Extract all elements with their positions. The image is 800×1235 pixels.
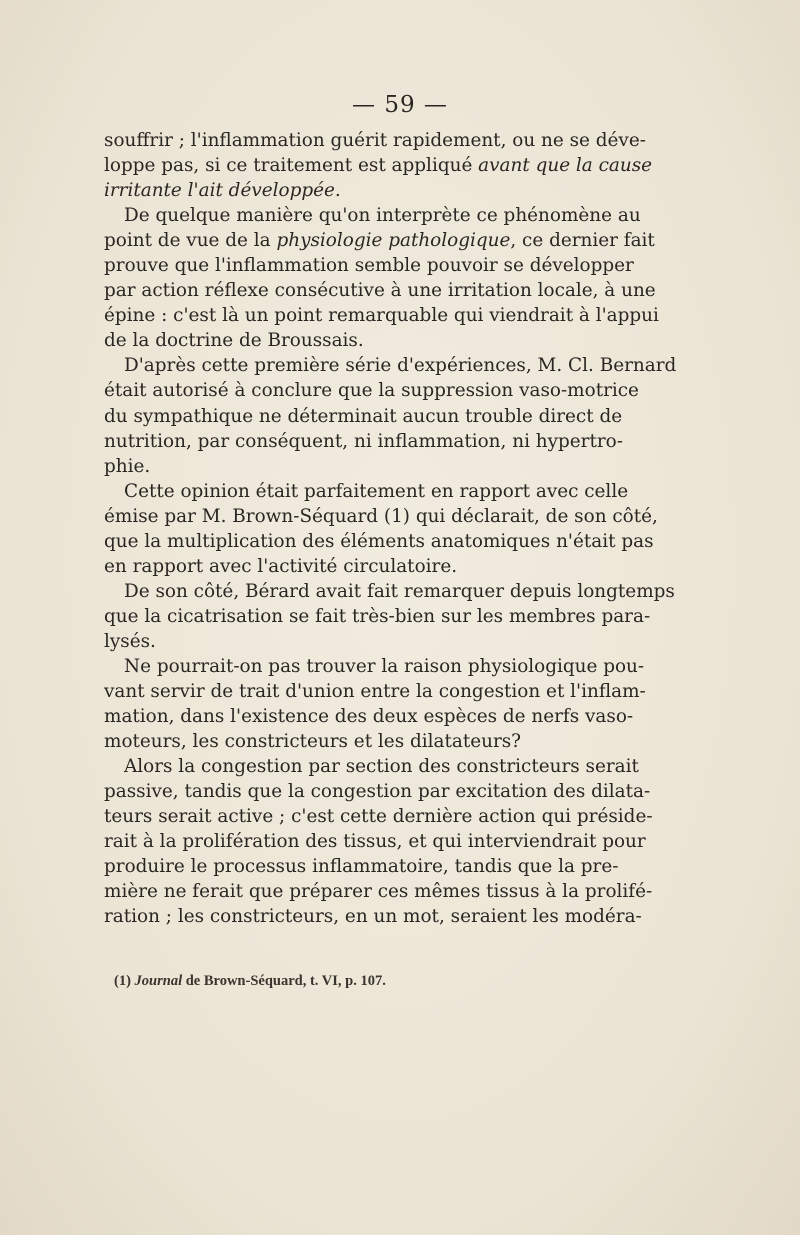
text-line <box>104 454 604 479</box>
text-line <box>104 554 604 579</box>
text-line <box>104 904 642 929</box>
footnote <box>114 973 386 990</box>
body-text <box>104 128 677 930</box>
paragraph <box>104 654 646 754</box>
text-line <box>104 654 645 679</box>
text-run: en rapport avec l'activité circulatoire. <box>104 555 458 577</box>
text-line <box>104 479 629 504</box>
text-line <box>104 328 604 353</box>
text-run: produire le processus inflammatoire, tandis que la pre- <box>104 856 619 878</box>
paragraph <box>104 579 675 654</box>
text-run: Ne pourrait-on pas trouver la raison physiologique pou- <box>124 655 645 677</box>
text-run: mation, dans l'existence des deux espèces de nerfs vaso- <box>104 706 634 728</box>
text-line <box>104 303 659 328</box>
text-line <box>104 253 634 278</box>
italic-text-run: physiologie pathologique <box>276 230 511 252</box>
text-line <box>104 704 634 729</box>
text-run: lysés. <box>104 630 156 652</box>
text-line <box>104 604 651 629</box>
text-line <box>104 504 658 529</box>
text-run: que la multiplication des éléments anatomiques n'était pas <box>104 530 654 552</box>
text-line <box>104 729 604 754</box>
text-run: loppe pas, si ce traitement est appliqué <box>104 155 479 177</box>
text-line <box>104 153 653 178</box>
text-run: de la doctrine de Broussais. <box>104 330 364 352</box>
text-line <box>104 679 646 704</box>
text-line <box>104 128 646 153</box>
text-line <box>104 353 677 378</box>
text-run: Cette opinion était parfaitement en rapport avec celle <box>124 480 629 502</box>
text-line <box>104 203 641 228</box>
text-run: De quelque manière qu'on interprète ce phénomène au <box>124 205 641 227</box>
text-run: Alors la congestion par section des constricteurs serait <box>124 756 639 778</box>
text-line <box>104 779 651 804</box>
text-line <box>104 879 653 904</box>
paragraph <box>104 479 658 579</box>
text-run: phie. <box>104 455 151 477</box>
italic-text-run: avant que la cause <box>478 155 653 177</box>
text-run: D'après cette première série d'expériences, M. Cl. Bernard <box>124 355 677 377</box>
paragraph <box>104 203 659 353</box>
text-line <box>104 228 655 253</box>
text-line <box>104 829 646 854</box>
text-line <box>104 854 619 879</box>
text-run: épine : c'est là un point remarquable qui viendrait à l'appui <box>104 305 659 327</box>
text-run: mière ne ferait que préparer ces mêmes tissus à la prolifé- <box>104 881 653 903</box>
text-run: rait à la prolifération des tissus, et qui interviendrait pour <box>104 831 646 853</box>
text-run: nutrition, par conséquent, ni inflammation, ni hypertro- <box>104 430 623 452</box>
footnote-journal: Journal <box>134 973 183 989</box>
text-run: point de vue de la <box>104 230 277 252</box>
footnote-text: de Brown-Séquard, t. VI, p. 107. <box>185 973 386 989</box>
text-run: du sympathique ne déterminait aucun trouble direct de <box>104 405 623 427</box>
text-line <box>104 278 656 303</box>
paragraph <box>104 128 653 203</box>
text-line <box>104 378 639 403</box>
text-line <box>104 529 654 554</box>
text-line <box>104 754 639 779</box>
text-run: par action réflexe consécutive à une irritation locale, à une <box>104 280 656 302</box>
text-run: , ce dernier fait <box>510 230 655 252</box>
text-run: souffrir ; l'inflammation guérit rapidement, ou ne se déve- <box>104 130 646 151</box>
text-run: teurs serait active ; c'est cette dernière action qui préside- <box>104 806 653 828</box>
paragraph <box>104 353 677 478</box>
text-run: que la cicatrisation se fait très-bien sur les membres para- <box>104 605 651 627</box>
text-run: passive, tandis que la congestion par excitation des dilata- <box>104 781 651 803</box>
text-run: était autorisé à conclure que la suppression vaso-motrice <box>104 380 639 402</box>
paragraph <box>104 754 653 929</box>
text-run: émise par M. Brown-Séquard (1) qui déclarait, de son côté, <box>104 505 658 527</box>
text-line <box>104 429 623 454</box>
text-run: De son côté, Bérard avait fait remarquer depuis longtemps <box>124 580 675 602</box>
text-run: vant servir de trait d'union entre la congestion et l'inflam- <box>104 681 646 703</box>
italic-text-run: irritante l'ait développée. <box>104 180 341 202</box>
text-line <box>104 178 604 203</box>
page-number: — 59 — <box>352 92 448 118</box>
text-line <box>104 629 604 654</box>
footnote-marker: (1) <box>114 973 131 989</box>
text-run: prouve que l'inflammation semble pouvoir se développer <box>104 255 634 277</box>
text-run: ration ; les constricteurs, en un mot, seraient les modéra- <box>104 906 642 928</box>
text-line <box>104 804 653 829</box>
text-line <box>104 579 675 604</box>
text-run: moteurs, les constricteurs et les dilatateurs? <box>104 731 522 753</box>
text-line <box>104 404 623 429</box>
